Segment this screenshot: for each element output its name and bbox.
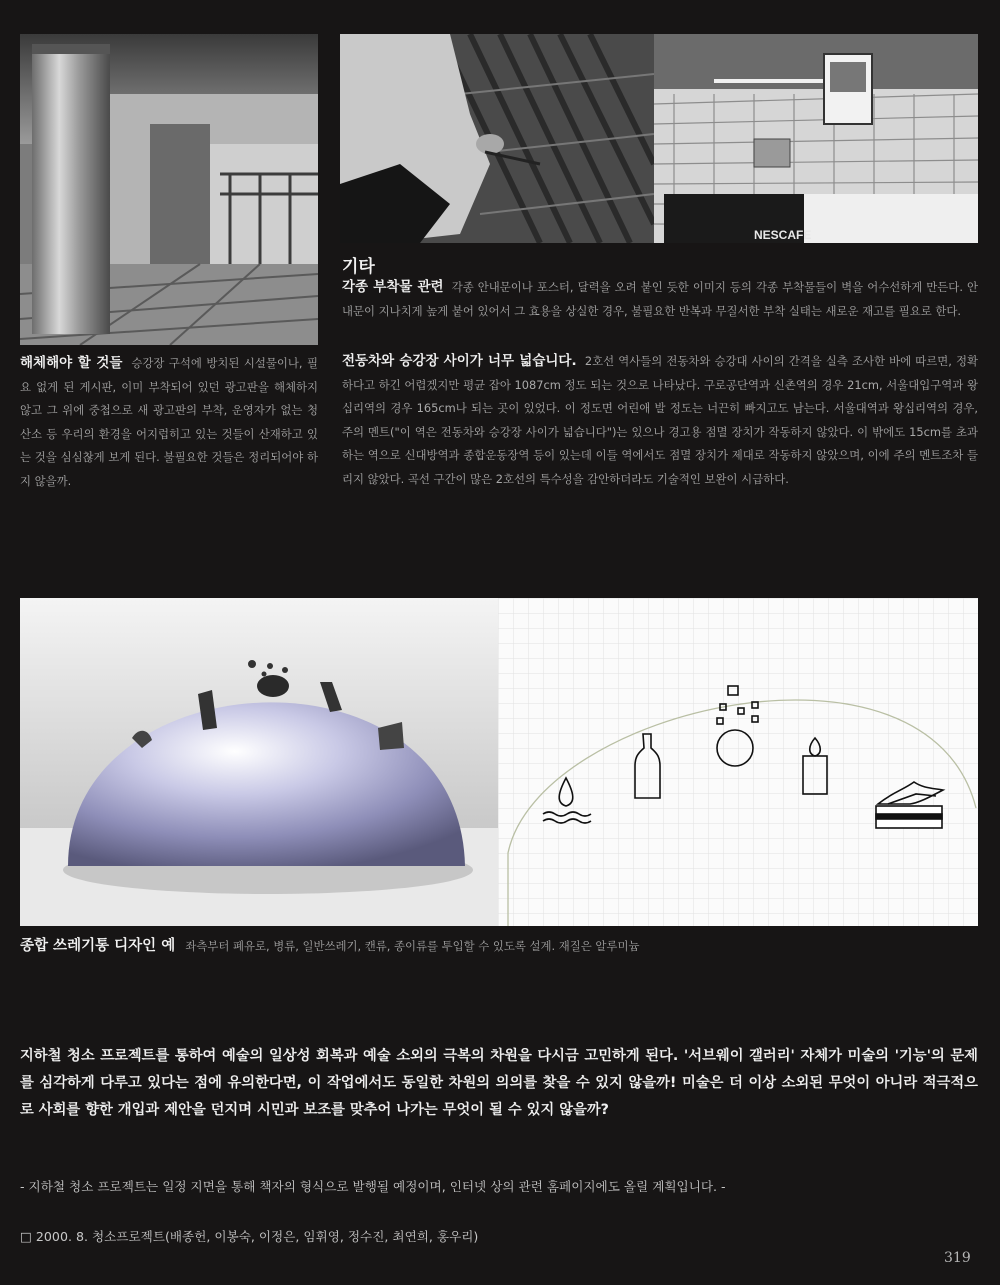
platform-cleaning-photo xyxy=(340,34,654,243)
etc-item1-title: 각종 부착물 관련 xyxy=(342,279,444,295)
trash-bin-render xyxy=(20,598,498,926)
page-number: 319 xyxy=(944,1250,971,1266)
dismantle-text: 승강장 구석에 방치된 시설물이나, 필요 없게 된 게시판, 이미 부착되어 있던 광고판을 해체하지 않고 그 위에 중첩으로 새 광고판의 부착, 운영자가 없는 청산소 등 우리의 환경을 어지럽히고 있는 것들이 산재하고 있는 것을 심심찮게 보게 된다. 불필요한 것들은 정리되어야 하지 않을까. xyxy=(20,356,318,488)
dome-render-art xyxy=(20,598,498,926)
subway-pillar-photo xyxy=(20,34,318,345)
etc-item1-paragraph xyxy=(342,276,978,323)
etc-item2-title: 전동차와 승강장 사이가 너무 넓습니다. xyxy=(342,353,577,369)
dismantle-paragraph xyxy=(20,352,318,493)
figure-caption xyxy=(20,934,980,955)
etc-item2-paragraph xyxy=(342,350,978,491)
tiled-wall-photo xyxy=(654,34,978,243)
cleaning-photo-art xyxy=(340,34,654,243)
pillar-photo-art xyxy=(20,34,318,345)
dismantle-title: 해체해야 할 것들 xyxy=(20,355,123,371)
drawing-art xyxy=(498,598,978,926)
trash-bin-drawing xyxy=(498,598,978,926)
publication-note: - 지하철 청소 프로젝트는 일정 지면을 통해 책자의 형식으로 발행될 예정이며, 인터넷 상의 관련 홈페이지에도 올릴 계획입니다. - xyxy=(20,1179,726,1194)
tiled-wall-photo-art xyxy=(654,34,978,243)
figure-caption-title: 종합 쓰레기통 디자인 예 xyxy=(20,938,176,954)
figure-caption-text: 좌측부터 폐유로, 병류, 일반쓰레기, 캔류, 종이류를 투입할 수 있도록 설계. 재질은 알루미늄 xyxy=(185,939,640,953)
etc-item2-text: 2호선 역사들의 전동차와 승강대 사이의 간격을 실측 조사한 바에 따르면, 정확하다고 하긴 어렵겠지만 평균 잡아 1087cm 정도 되는 것으로 나타났다. 구로공단역과 신촌역의 경우 21cm, 서울대입구역과 왕십리역의 경우 165cm나 되는 곳이 있었다. 이 정도면 어린애 발 정도는 너끈히 빠지고도 남는다. 서울대역과 왕십리역의 경우, 주의 멘트("이 역은 전동차와 승강장 사이가 넓습니다")는 있으나 경고용 점멸 장치가 작동하지 않았다. 이 밖에도 15cm를 초과하는 역으로 신대방역과 종합운동장역 등이 있는데 이들 역에서도 점멸 장치가 제대로 작동하지 않았으며, 이에 주의 멘트조차 들리지 않았다. 곡선 구간이 많은 2호선의 특수성을 감안하더라도 기술적인 보완이 시급하다. xyxy=(342,354,978,486)
nescafe-sign: NESCAFE xyxy=(754,228,812,242)
conclusion-paragraph: 지하철 청소 프로젝트를 통하여 예술의 일상성 회복과 예술 소외의 극복의 차원을 다시금 고민하게 된다. '서브웨이 갤러리' 자체가 미술의 '기능'의 문제를 심각하게 다루고 있다는 점에 유의한다면, 이 작업에서도 동일한 차원의 의의를 찾을 수 있지 않을까! 미술은 더 이상 소외된 무엇이 아니라 적극적으로 사회를 향한 개입과 제안을 던지며 시민과 보조를 맞추어 나가는 무엇이 될 수 있지 않을까? xyxy=(20,1048,978,1118)
section-heading-etc: 기타 xyxy=(342,257,375,277)
project-credit: □ 2000. 8. 청소프로젝트(배종헌, 이봉숙, 이정은, 임휘영, 정수진, 최연희, 홍우리) xyxy=(20,1229,479,1244)
etc-item1-text: 각종 안내문이나 포스터, 달력을 오려 붙인 듯한 이미지 등의 각종 부착물들이 벽을 어수선하게 만든다. 안내문이 지나치게 높게 붙어 있어서 그 효용을 상실한 경우, 불필요한 반복과 무질서한 부착 실태는 새로운 재고를 필요로 한다. xyxy=(342,280,979,318)
